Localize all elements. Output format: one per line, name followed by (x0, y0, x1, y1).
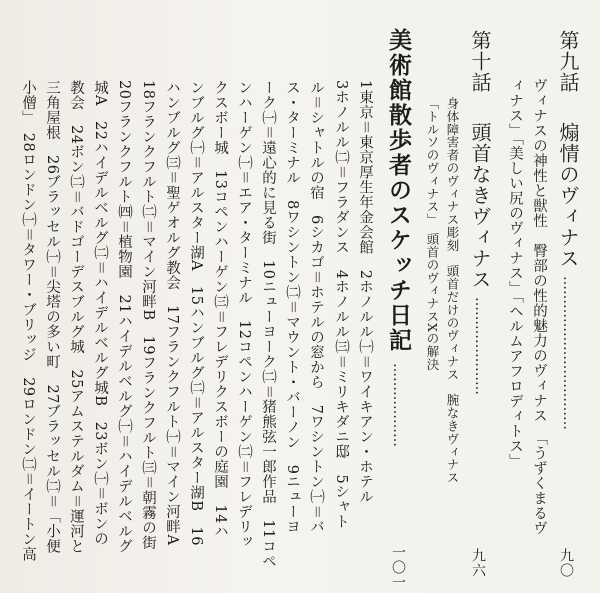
chapter9-desc-line-1: ヴィナスの神性と獣性 臀部の性的魅力のヴィナス 「うずくまるヴ (531, 78, 547, 536)
sketch-line-14: 三角屋根 26ブラッセル㈠＝尖塔の多い町 27ブラッセル㈡＝「小便 (44, 80, 60, 554)
sketch-line-1: 1東京＝東京厚生年金会館 2ホノルル㈠＝ワイキアン・ホテル (357, 80, 373, 505)
sketch-line-15: 小僧」 28ロンドン㈠＝タワー・ブリッジ 29ロンドン㈡＝イートン高 (20, 80, 36, 562)
sketch-line-5: ーク㈠＝遠心的に見る街 10ニューヨーク㈡＝猪熊弦一郎作品 11コペ (260, 80, 276, 569)
leader-dots: …………………………… (560, 276, 576, 431)
chapter10-title: 頭首なきヴィナス (468, 121, 492, 290)
sketch-line-11: 20フランクフルト㈣＝植物園 21ハイデルベルグ㈠＝ハイデルベルグ (116, 80, 132, 554)
chapter9-page-number: 九〇 (558, 548, 574, 578)
sketch-line-6: ンハーゲン㈠＝エア・ターミナル 12コペンハーゲン㈡＝フレデリッ (236, 80, 252, 550)
chapter9-desc-line-2: ィナス」「美しい尻のヴィナス」「ヘルムアフロディトス」 (507, 78, 523, 469)
sketch-line-8: ンブルグ㈠＝アルスター湖A 15ハンブルグ㈡＝アルスター湖B 16 (188, 80, 204, 547)
chapter9-title: 煽情のヴィナス (556, 121, 580, 269)
sketch-title: 美術館散歩者のスケッチ日記 (385, 28, 412, 353)
sketch-line-13: 教会 24ボン㈡＝バドゴーデスブルグ城 25アムステルダム＝運河と (68, 80, 84, 554)
chapter10-title-line (470, 30, 490, 395)
sketch-page-number: 一〇一 (390, 545, 406, 590)
sketch-line-12: 城A 22ハイデルベルグ㈡＝ハイデルベルグ城B 23ボン㈠＝ボンの (92, 80, 108, 547)
sketch-line-2: 3ホノルル㈡＝フラダンス 4ホノルル㈢＝ミリキダニ邸 5シャト (333, 80, 349, 530)
sketch-title-line (387, 28, 410, 447)
chapter9-title-line (558, 30, 578, 430)
chapter9-heading: 第九話 (556, 30, 580, 93)
sketch-line-3: ル＝シャトルの宿 6シカゴ＝ホテルの窓から 7ワシントン㈠＝バ (308, 80, 324, 535)
chapter10-desc-line-2: 「トルソのヴィナス」 頭首のヴィナスXの解決 (425, 97, 440, 371)
sketch-line-4: ス・ターミナル 8ワシントン㈡＝マウント・バーノン 9ニューヨ (284, 80, 300, 535)
sketch-line-10: 18フランクフルト㈡＝マイン河畔B 19フランクフルト㈢＝朝霧の街 (140, 80, 156, 551)
chapter10-desc-line-1: 身体障害者のヴィナス彫刻 頭首だけのヴィナス 腕なきヴィナス (445, 97, 460, 484)
chapter10-page-number: 九六 (470, 548, 486, 578)
sketch-line-9: ハンブルグ㈢＝聖ゲオルグ教会 17フランクフルト㈠＝マイン河畔A (164, 80, 180, 546)
sketch-line-7: クスボー城 13コペンハーゲン㈢＝フレデリクスボーの庭園 14ハ (212, 80, 228, 539)
leader-dots: ……………… (390, 363, 406, 448)
chapter10-heading: 第十話 (468, 30, 492, 93)
leader-dots: ………………… (472, 297, 488, 396)
